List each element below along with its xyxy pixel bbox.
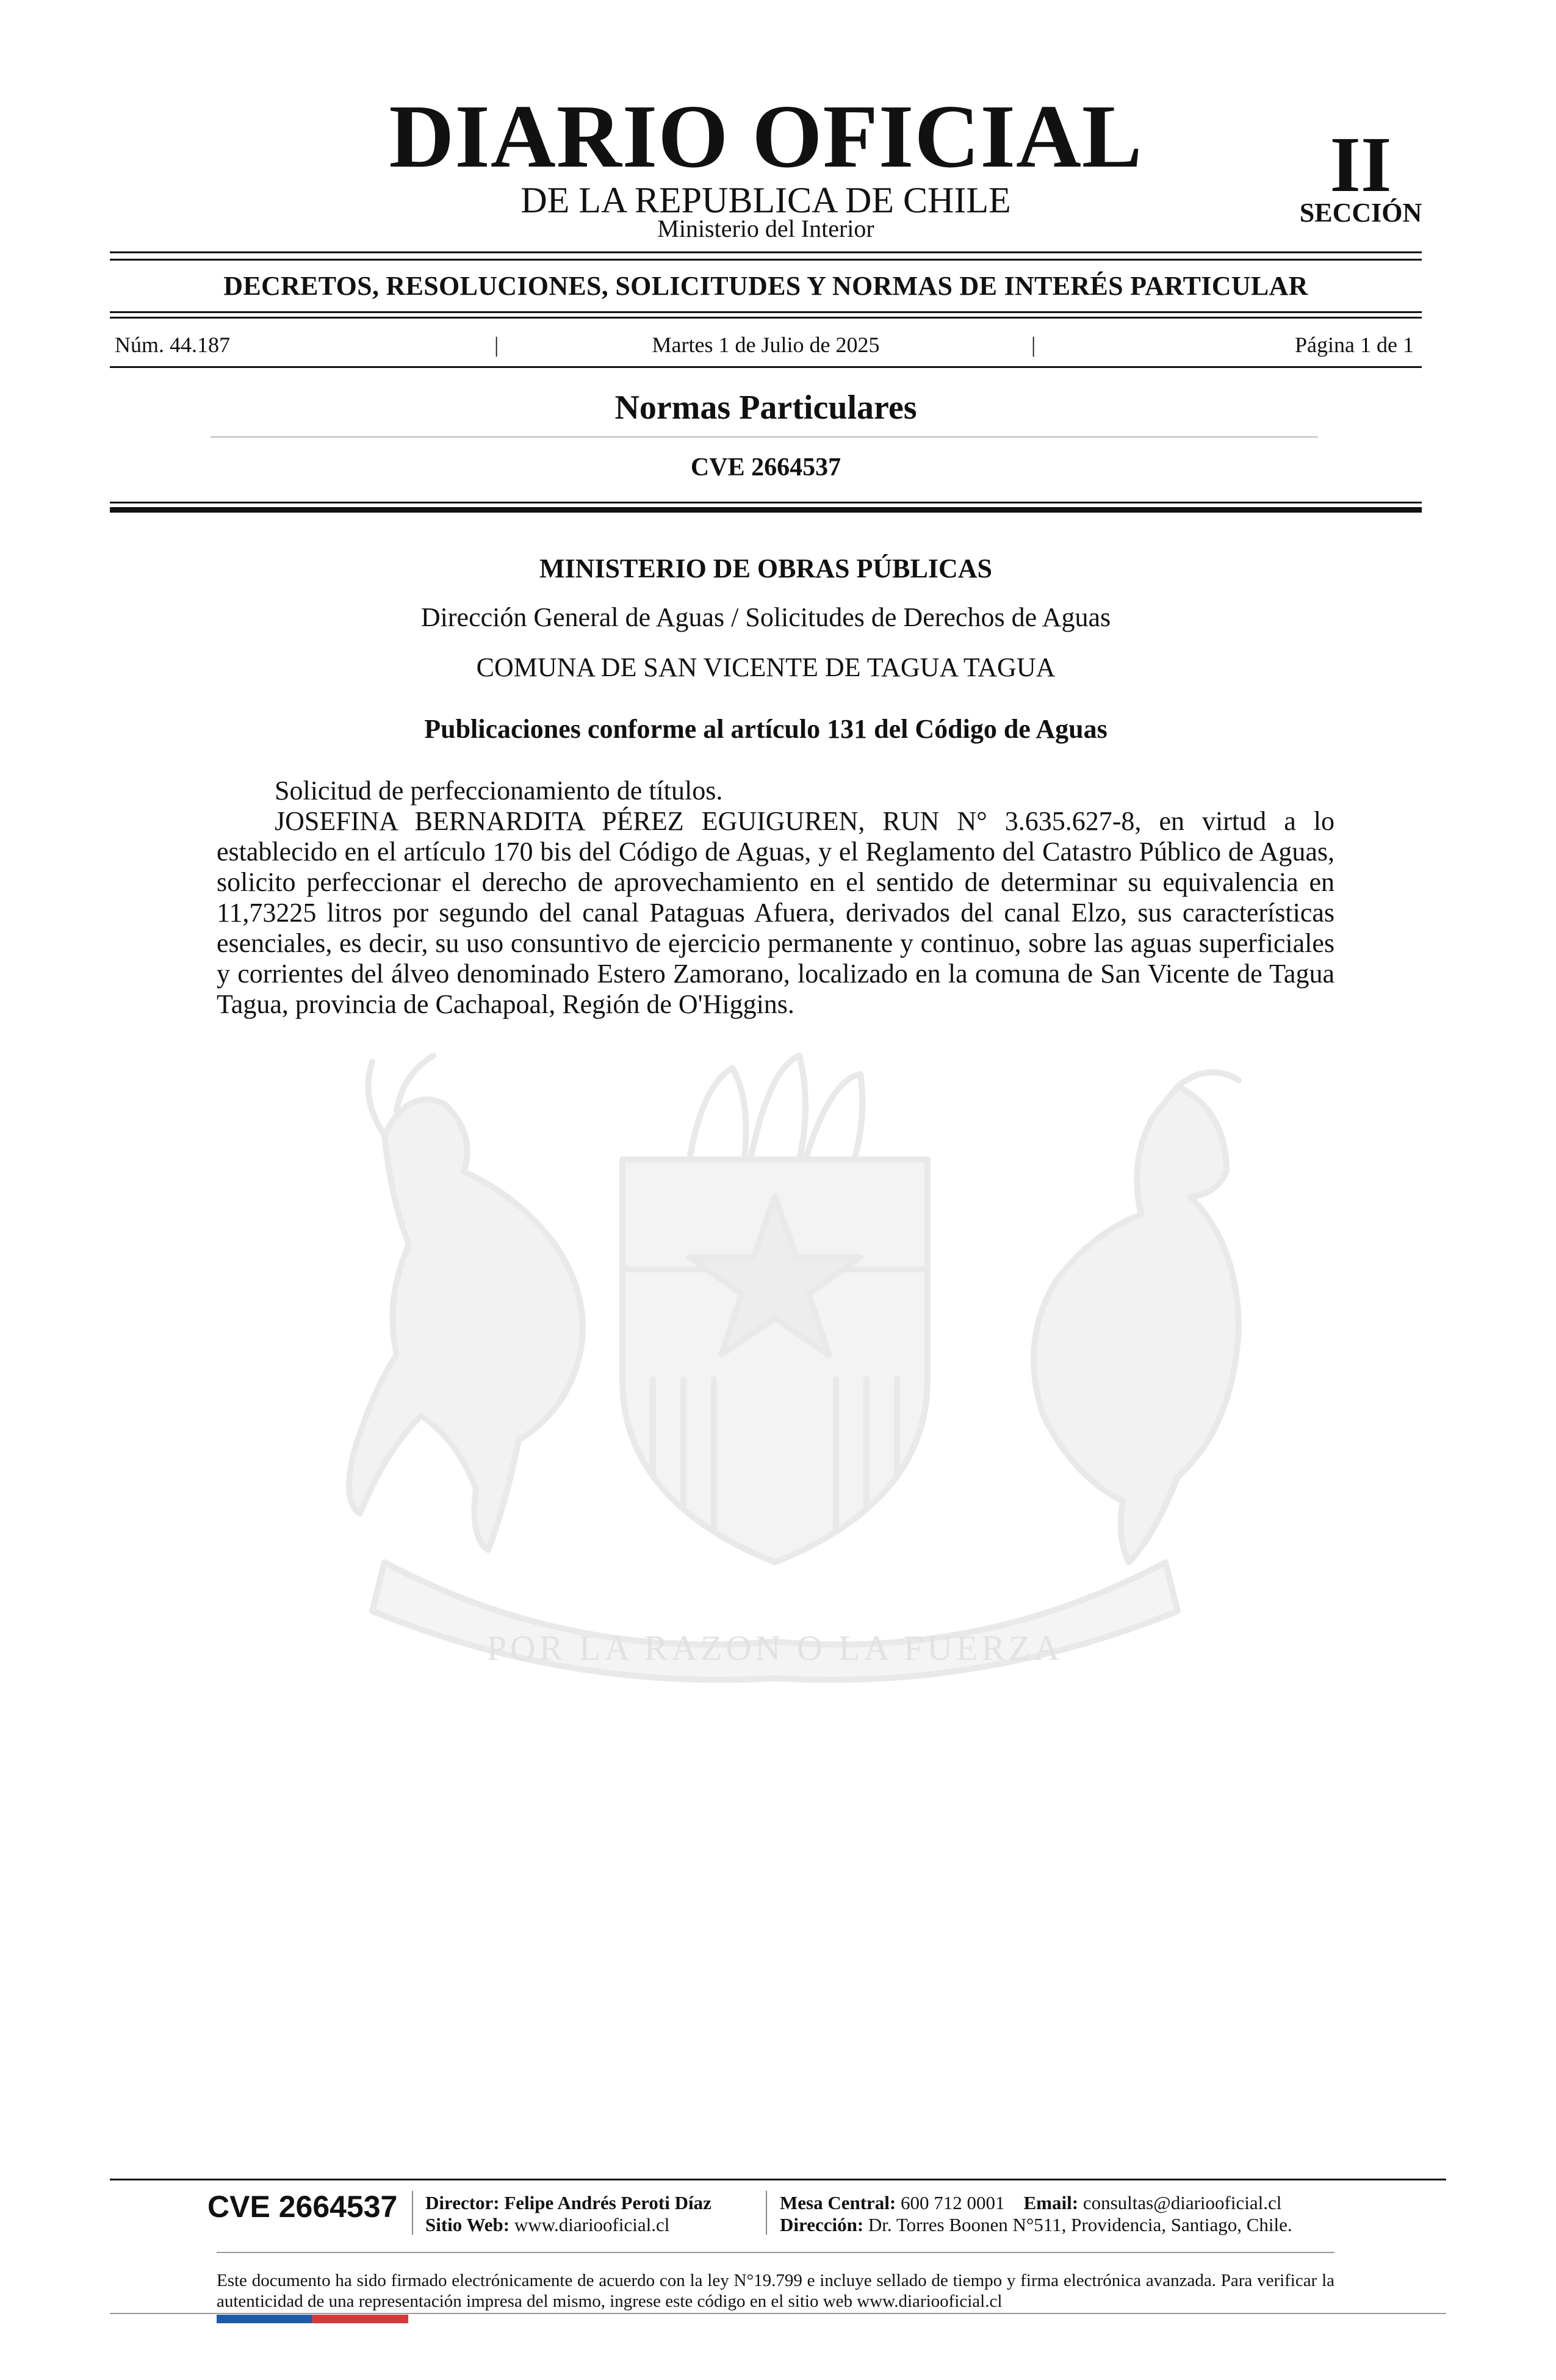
footer-rule-bottom [110,2313,1446,2314]
cve-code: CVE 2664537 [690,453,841,481]
director-label: Director: [425,2192,500,2213]
masthead-rule-bottom [110,259,1422,261]
email-label: Email: [1023,2192,1079,2213]
section-number: II [1330,121,1392,209]
masthead-rule-top [110,251,1422,253]
phone-label: Mesa Central: [780,2192,896,2213]
section-label: SECCIÓN [1299,198,1422,228]
body-paragraph: JOSEFINA BERNARDITA PÉREZ EGUIGUREN, RUN N° 3.635.627-8, en virtud a lo establecido en el artículo 170 bis del Código de Aguas, y el Reglamento del Catastro Público de Aguas, solicito perfeccionar el derecho de aprovechamiento en el sentido de determinar su equivalencia en 11,73225 litros por segundo del canal Pataguas Afuera, derivados del canal Elzo, sus características esenciales, es decir, su uso consuntivo de ejercicio permanente y continuo, sobre las aguas superficiales y corrientes del álveo denominado Estero Zamorano, localizado en la comuna de San Vicente de Tagua Tagua, provincia de Cachapoal, Región de O'Higgins. [217,806,1334,1019]
coat-of-arms-watermark [201,1013,1349,1690]
body-paragraph: Solicitud de perfeccionamiento de títulos. [275,776,723,806]
footer-cve-code: CVE 2664537 [207,2190,398,2224]
issue-date: Martes 1 de Julio de 2025 [652,333,880,357]
issue-separator: | [494,333,499,357]
page-indicator: Página 1 de 1 [1295,333,1414,357]
category-underline [211,436,1318,438]
footer-divider [412,2191,413,2235]
category-heading: Normas Particulares [614,389,917,427]
watermark-motto: POR LA RAZON O LA FUERZA [486,1628,1064,1668]
footer-divider [766,2191,767,2235]
publication-title: Publicaciones conforme al artículo 131 del Código de Aguas [424,714,1108,744]
footer-director-block [425,2192,711,2236]
address-text: Dr. Torres Boonen N°511, Providencia, Santiago, Chile. [868,2214,1292,2235]
comuna-line: COMUNA DE SAN VICENTE DE TAGUA TAGUA [476,652,1056,682]
website-link[interactable]: www.diariooficial.cl [514,2214,670,2235]
address-label: Dirección: [780,2214,864,2235]
document-body [217,776,1334,1020]
flag-stripe-blue [217,2315,312,2323]
banner-rule-bottom [110,317,1422,319]
email-link[interactable]: consultas@diariooficial.cl [1082,2192,1282,2213]
footer-rule-top [110,2179,1446,2180]
issue-separator: | [1031,333,1036,357]
footer-legal-note: Este documento ha sido firmado electrónicamente de acuerdo con la ley N°19.799 e incluye sellado de tiempo y firma electrónica avanzada. Para verificar la autenticidad de una representación impresa del mismo, ingrese este código en el sitio web www.diariooficial.cl [217,2271,1334,2311]
masthead-title: DIARIO OFICIAL [389,87,1143,187]
director-name: Felipe Andrés Peroti Díaz [504,2192,711,2213]
banner-rule-top [110,311,1422,313]
phone-number: 600 712 0001 [901,2192,1005,2213]
section-banner: DECRETOS, RESOLUCIONES, SOLICITUDES Y NORMAS DE INTERÉS PARTICULAR [223,271,1308,301]
directorate-line: Dirección General de Aguas / Solicitudes de Derechos de Aguas [420,602,1111,632]
footer-rule-mid [217,2252,1334,2253]
flag-stripe-red [312,2315,408,2323]
header-rule-thick [110,507,1422,513]
ministry-heading: MINISTERIO DE OBRAS PÚBLICAS [539,554,993,583]
footer-contact-block [780,2192,1292,2236]
issue-number: Núm. 44.187 [115,333,230,357]
website-label: Sitio Web: [425,2214,510,2235]
header-rule-thin [110,502,1422,503]
info-rule [110,366,1422,368]
masthead-ministry: Ministerio del Interior [657,215,874,242]
masthead-subtitle: DE LA REPUBLICA DE CHILE [520,180,1011,220]
